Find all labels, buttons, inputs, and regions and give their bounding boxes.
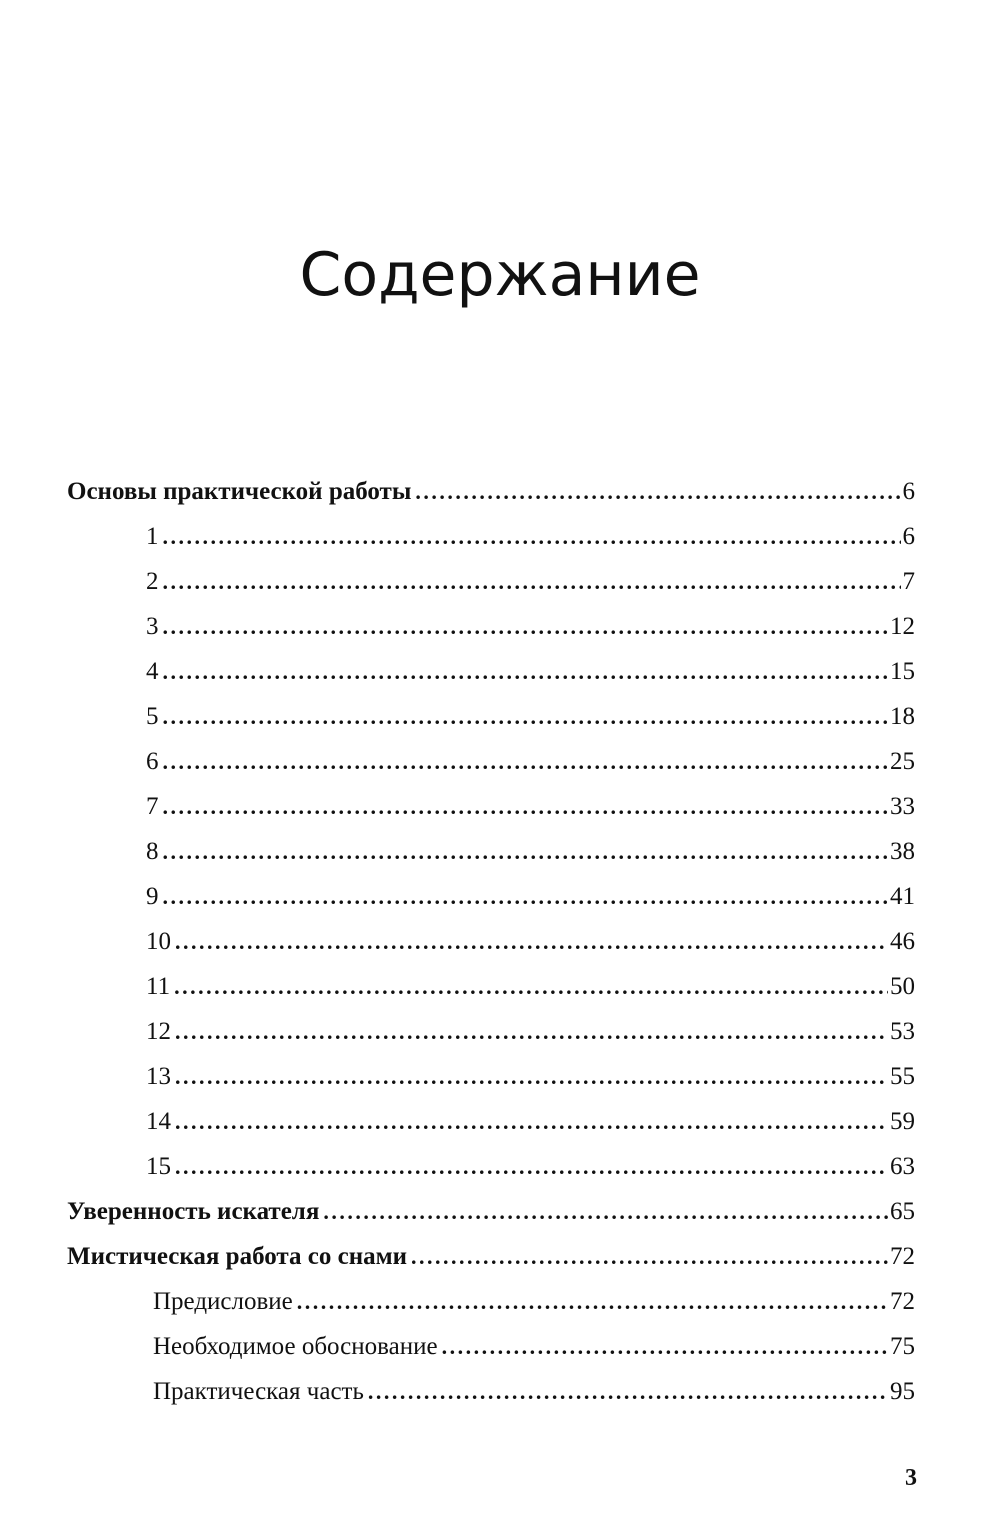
toc-entry-label: 1: [146, 523, 159, 550]
toc-entry-label: Основы практической работы: [67, 478, 412, 505]
toc-entry-page: 53: [890, 1018, 915, 1045]
dot-leader: [163, 659, 889, 685]
toc-entry-chapter[interactable]: [146, 793, 915, 833]
toc-entry-chapter[interactable]: [146, 523, 915, 563]
toc-entry-chapter[interactable]: [146, 1108, 915, 1148]
toc-entry-page: 55: [890, 1063, 915, 1090]
toc-entry-chapter[interactable]: [146, 1153, 915, 1193]
toc-entry-page: 7: [902, 568, 915, 595]
toc-entry-label: Уверенность искателя: [67, 1198, 320, 1225]
toc-entry-page: 18: [890, 703, 915, 730]
toc-entry-subsection[interactable]: [153, 1288, 915, 1328]
dot-leader: [442, 1334, 888, 1360]
toc-entry-label: 14: [146, 1108, 171, 1135]
toc-entry-chapter[interactable]: [146, 973, 915, 1013]
toc-entry-label: 7: [146, 793, 159, 820]
toc-entry-chapter[interactable]: [146, 928, 915, 968]
dot-leader: [175, 1109, 888, 1135]
toc-entry-chapter[interactable]: [146, 703, 915, 743]
toc-entry-page: 72: [890, 1288, 915, 1315]
dot-leader: [323, 1199, 888, 1225]
toc-entry-label: 4: [146, 658, 159, 685]
toc-entry-page: 50: [890, 973, 915, 1000]
toc-entry-page: 65: [890, 1198, 915, 1225]
toc-entry-page: 63: [890, 1153, 915, 1180]
dot-leader: [163, 569, 901, 595]
dot-leader: [163, 614, 889, 640]
toc-entry-label: Практическая часть: [153, 1378, 364, 1405]
toc-entry-page: 95: [890, 1378, 915, 1405]
page-title: Содержание: [299, 240, 701, 310]
toc-entry-label: 11: [146, 973, 171, 1000]
dot-leader: [174, 974, 888, 1000]
dot-leader: [368, 1379, 888, 1405]
toc-entry-page: 72: [890, 1243, 915, 1270]
dot-leader: [163, 794, 889, 820]
toc-entry-chapter[interactable]: [146, 838, 915, 878]
toc-entry-section[interactable]: [67, 1243, 915, 1283]
toc-entry-label: 3: [146, 613, 159, 640]
dot-leader: [411, 1244, 888, 1270]
toc-entry-page: 12: [890, 613, 915, 640]
toc-entry-page: 41: [890, 883, 915, 910]
page-number: 3: [905, 1465, 917, 1491]
dot-leader: [415, 479, 900, 505]
toc-entry-label: Необходимое обоснование: [153, 1333, 438, 1360]
toc-entry-label: 2: [146, 568, 159, 595]
dot-leader: [163, 839, 889, 865]
dot-leader: [163, 884, 889, 910]
dot-leader: [163, 749, 889, 775]
toc-entry-page: 75: [890, 1333, 915, 1360]
dot-leader: [175, 1019, 888, 1045]
toc-entry-label: Мистическая работа со снами: [67, 1243, 408, 1270]
toc-entry-page: 33: [890, 793, 915, 820]
dot-leader: [175, 1064, 888, 1090]
toc-entry-page: 46: [890, 928, 915, 955]
toc-entry-page: 15: [890, 658, 915, 685]
toc-entry-subsection[interactable]: [153, 1333, 915, 1373]
toc-entry-chapter[interactable]: [146, 613, 915, 653]
toc-entry-label: 5: [146, 703, 159, 730]
toc-entry-label: 12: [146, 1018, 171, 1045]
toc-entry-label: 6: [146, 748, 159, 775]
toc-entry-section[interactable]: [67, 478, 915, 518]
toc-entry-subsection[interactable]: [153, 1378, 915, 1418]
toc-entry-chapter[interactable]: [146, 748, 915, 788]
toc-entry-chapter[interactable]: [146, 568, 915, 608]
toc-entry-page: 38: [890, 838, 915, 865]
toc-entry-page: 6: [902, 523, 915, 550]
toc-entry-label: 8: [146, 838, 159, 865]
toc-entry-page: 6: [902, 478, 915, 505]
toc-entry-label: 13: [146, 1063, 171, 1090]
toc-entry-label: 9: [146, 883, 159, 910]
toc-entry-section[interactable]: [67, 1198, 915, 1238]
dot-leader: [163, 704, 889, 730]
toc-entry-page: 59: [890, 1108, 915, 1135]
toc-entry-label: 15: [146, 1153, 171, 1180]
dot-leader: [163, 524, 901, 550]
toc-entry-chapter[interactable]: [146, 658, 915, 698]
dot-leader: [175, 1154, 888, 1180]
toc-entry-page: 25: [890, 748, 915, 775]
dot-leader: [175, 929, 888, 955]
toc-entry-chapter[interactable]: [146, 883, 915, 923]
toc-entry-label: Предисловие: [153, 1288, 293, 1315]
toc-entry-label: 10: [146, 928, 171, 955]
toc-entry-chapter[interactable]: [146, 1018, 915, 1058]
dot-leader: [297, 1289, 888, 1315]
toc-entry-chapter[interactable]: [146, 1063, 915, 1103]
